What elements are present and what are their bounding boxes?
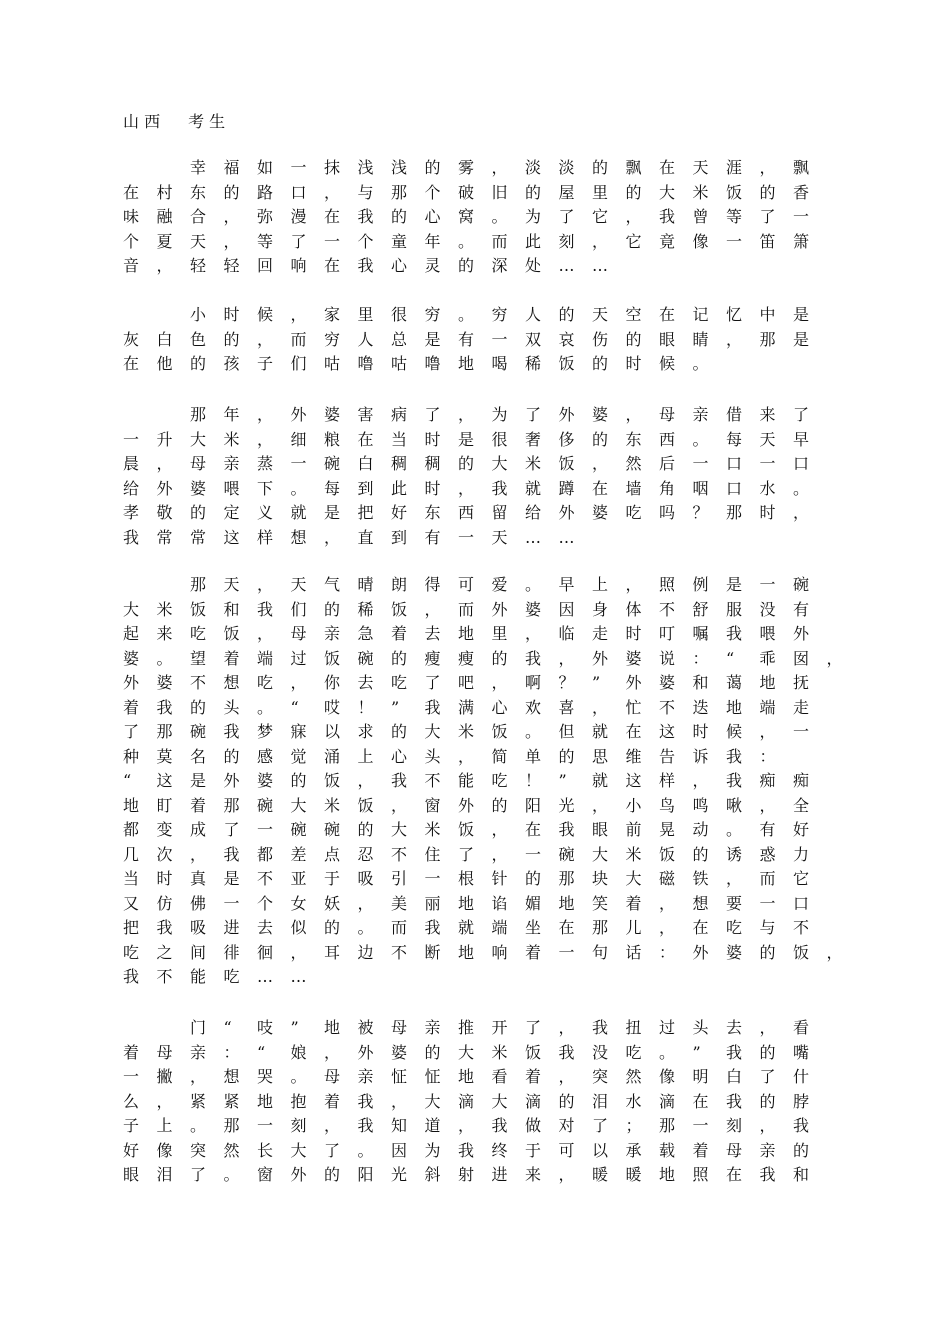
text-line: 眼 泪 了 。 窗 外 的 阳 光 斜 射 进 来 ， 暖 暖 地 照 在 我 和	[123, 1165, 810, 1184]
text-line: 大 米 饭 和 我 们 的 稀 饭 ， 而 外 婆 因 身 体 不 舒 服 没 有	[123, 599, 810, 619]
text-line: 味 融 合 ， 弥 漫 在 我 的 心 窝 。 为 了 它 ， 我 曾 等 了 一	[123, 207, 810, 226]
text-line: 外 婆 不 想 吃 ， 你 去 吃 了 吧 ， 啊 ？ ” 外 婆 和 蔼 地 抚	[123, 673, 810, 692]
header	[123, 112, 225, 132]
region-label: 山 西	[123, 112, 161, 131]
text-line: 吃 之 间 徘 徊 ， 耳 边 不 断 地 响 着 一 句 话 ： 外 婆 的 饭 ，	[123, 942, 843, 962]
text-line: 子 上 。 那 一 刻 ， 我 知 道 ， 我 做 对 了 ； 那 一 刻 ， 我	[123, 1116, 810, 1135]
text-line: 着 我 的 头 。 “ 哎 ！ ” 我 满 心 欢 喜 ， 忙 不 迭 地 端 走	[123, 697, 810, 717]
text-line: 幸 福 如 一 抹 浅 浅 的 雾 ， 淡 淡 的 飘 在 天 涯 ， 飘	[190, 158, 810, 177]
text-line: 几 次 ， 我 都 差 点 忍 不 住 了 ， 一 碗 大 米 饭 的 诱 惑 力	[123, 844, 810, 864]
text-line: 又 仿 佛 一 个 女 妖 ， 美 丽 地 谄 媚 地 笑 着 ， 想 要 一 口	[123, 893, 810, 913]
text-line: 么 ， 紧 紧 地 抱 着 我 ， 大 滴 大 滴 的 泪 水 滴 在 我 的 脖	[123, 1091, 810, 1111]
text-line: 在 他 的 孩 子 们 咕 噜 咕 噜 地 喝 稀 饭 的 时 候 。	[123, 354, 709, 373]
text-line: 着 母 亲 ： “ 娘 ， 外 婆 的 大 米 饭 我 没 吃 。 ” 我 的 嘴	[123, 1042, 810, 1062]
text-line: 灰 白 色 的 ， 而 穷 人 总 是 有 一 双 哀 伤 的 眼 睛 ， 那 是	[123, 329, 810, 349]
text-line: 起 来 吃 饭 ， 母 亲 急 着 去 地 里 ， 临 走 时 叮 嘱 我 喂 外	[123, 624, 810, 643]
text-line: 都 变 成 了 一 碗 碗 的 大 米 饭 ， 在 我 眼 前 晃 动 。 有 好	[123, 820, 810, 839]
text-line: 给 外 婆 喂 下 。 每 到 此 时 ， 我 就 蹲 在 墙 角 咽 口 水 。	[123, 478, 810, 498]
text-line: 我 常 常 这 样 想 ， 直 到 有 一 天 … …	[123, 527, 575, 547]
text-line: 个 夏 天 ， 等 了 一 个 童 年 。 而 此 刻 ， 它 竟 像 一 笛 箫	[123, 231, 810, 251]
text-line: 音 ， 轻 轻 回 响 在 我 心 灵 的 深 处 … …	[123, 256, 608, 275]
text-line: 当 时 真 是 不 亚 于 吸 引 一 根 针 的 那 块 大 磁 铁 ， 而 它	[123, 869, 810, 888]
text-line: 晨 ， 母 亲 蒸 一 碗 白 稠 稠 的 大 米 饭 ， 然 后 一 口 一 口	[123, 454, 810, 473]
text-line: 婆 。 望 着 端 过 饭 碗 的 瘦 瘦 的 我 ， 外 婆 说 ： “ 乖 囡 ，	[123, 648, 843, 668]
text-line: 在 村 东 的 路 口 ， 与 那 个 破 旧 的 屋 里 的 大 米 饭 的 香	[123, 182, 810, 202]
text-line: 一 升 大 米 ， 细 粮 在 当 时 是 很 奢 侈 的 东 西 。 每 天 早	[123, 429, 810, 449]
text-line: 一 撇 ， 想 哭 。 母 亲 怔 怔 地 看 着 ， 突 然 像 明 白 了 什	[123, 1067, 810, 1086]
text-line: 那 年 ， 外 婆 害 病 了 ， 为 了 外 婆 ， 母 亲 借 来 了	[190, 405, 810, 424]
text-line: “ 这 是 外 婆 的 饭 ， 我 不 能 吃 ！ ” 就 这 样 ， 我 痴 痴	[123, 771, 810, 790]
text-line: 我 不 能 吃 … …	[123, 967, 307, 986]
text-line: 种 莫 名 的 感 觉 涌 上 心 头 ， 简 单 的 思 维 告 诉 我 ：	[123, 746, 776, 766]
text-line: 孝 敬 的 定 义 就 是 把 好 东 西 留 给 外 婆 吃 吗 ？ 那 时 ，	[123, 503, 810, 522]
text-line: 好 像 突 然 长 大 了 。 因 为 我 终 于 可 以 承 载 着 母 亲 的	[123, 1140, 810, 1160]
text-line: 门 “ 吱 ” 地 被 母 亲 推 开 了 ， 我 扭 过 头 去 ， 看	[190, 1018, 810, 1037]
text-line: 把 我 吸 进 去 似 的 。 而 我 就 端 坐 在 那 儿 ， 在 吃 与 不	[123, 918, 810, 937]
text-line: 了 那 碗 我 梦 寐 以 求 的 大 米 饭 。 但 就 在 这 时 候 ， 一	[123, 722, 810, 741]
text-line: 地 盯 着 那 碗 大 米 饭 ， 窗 外 的 阳 光 ， 小 鸟 鸣 啾 ， 全	[123, 795, 810, 815]
text-line: 那 天 ， 天 气 晴 朗 得 可 爱 。 早 上 ， 照 例 是 一 碗	[190, 575, 810, 594]
author-label: 考 生	[188, 112, 226, 131]
text-line: 小 时 候 ， 家 里 很 穷 。 穷 人 的 天 空 在 记 忆 中 是	[190, 305, 810, 324]
